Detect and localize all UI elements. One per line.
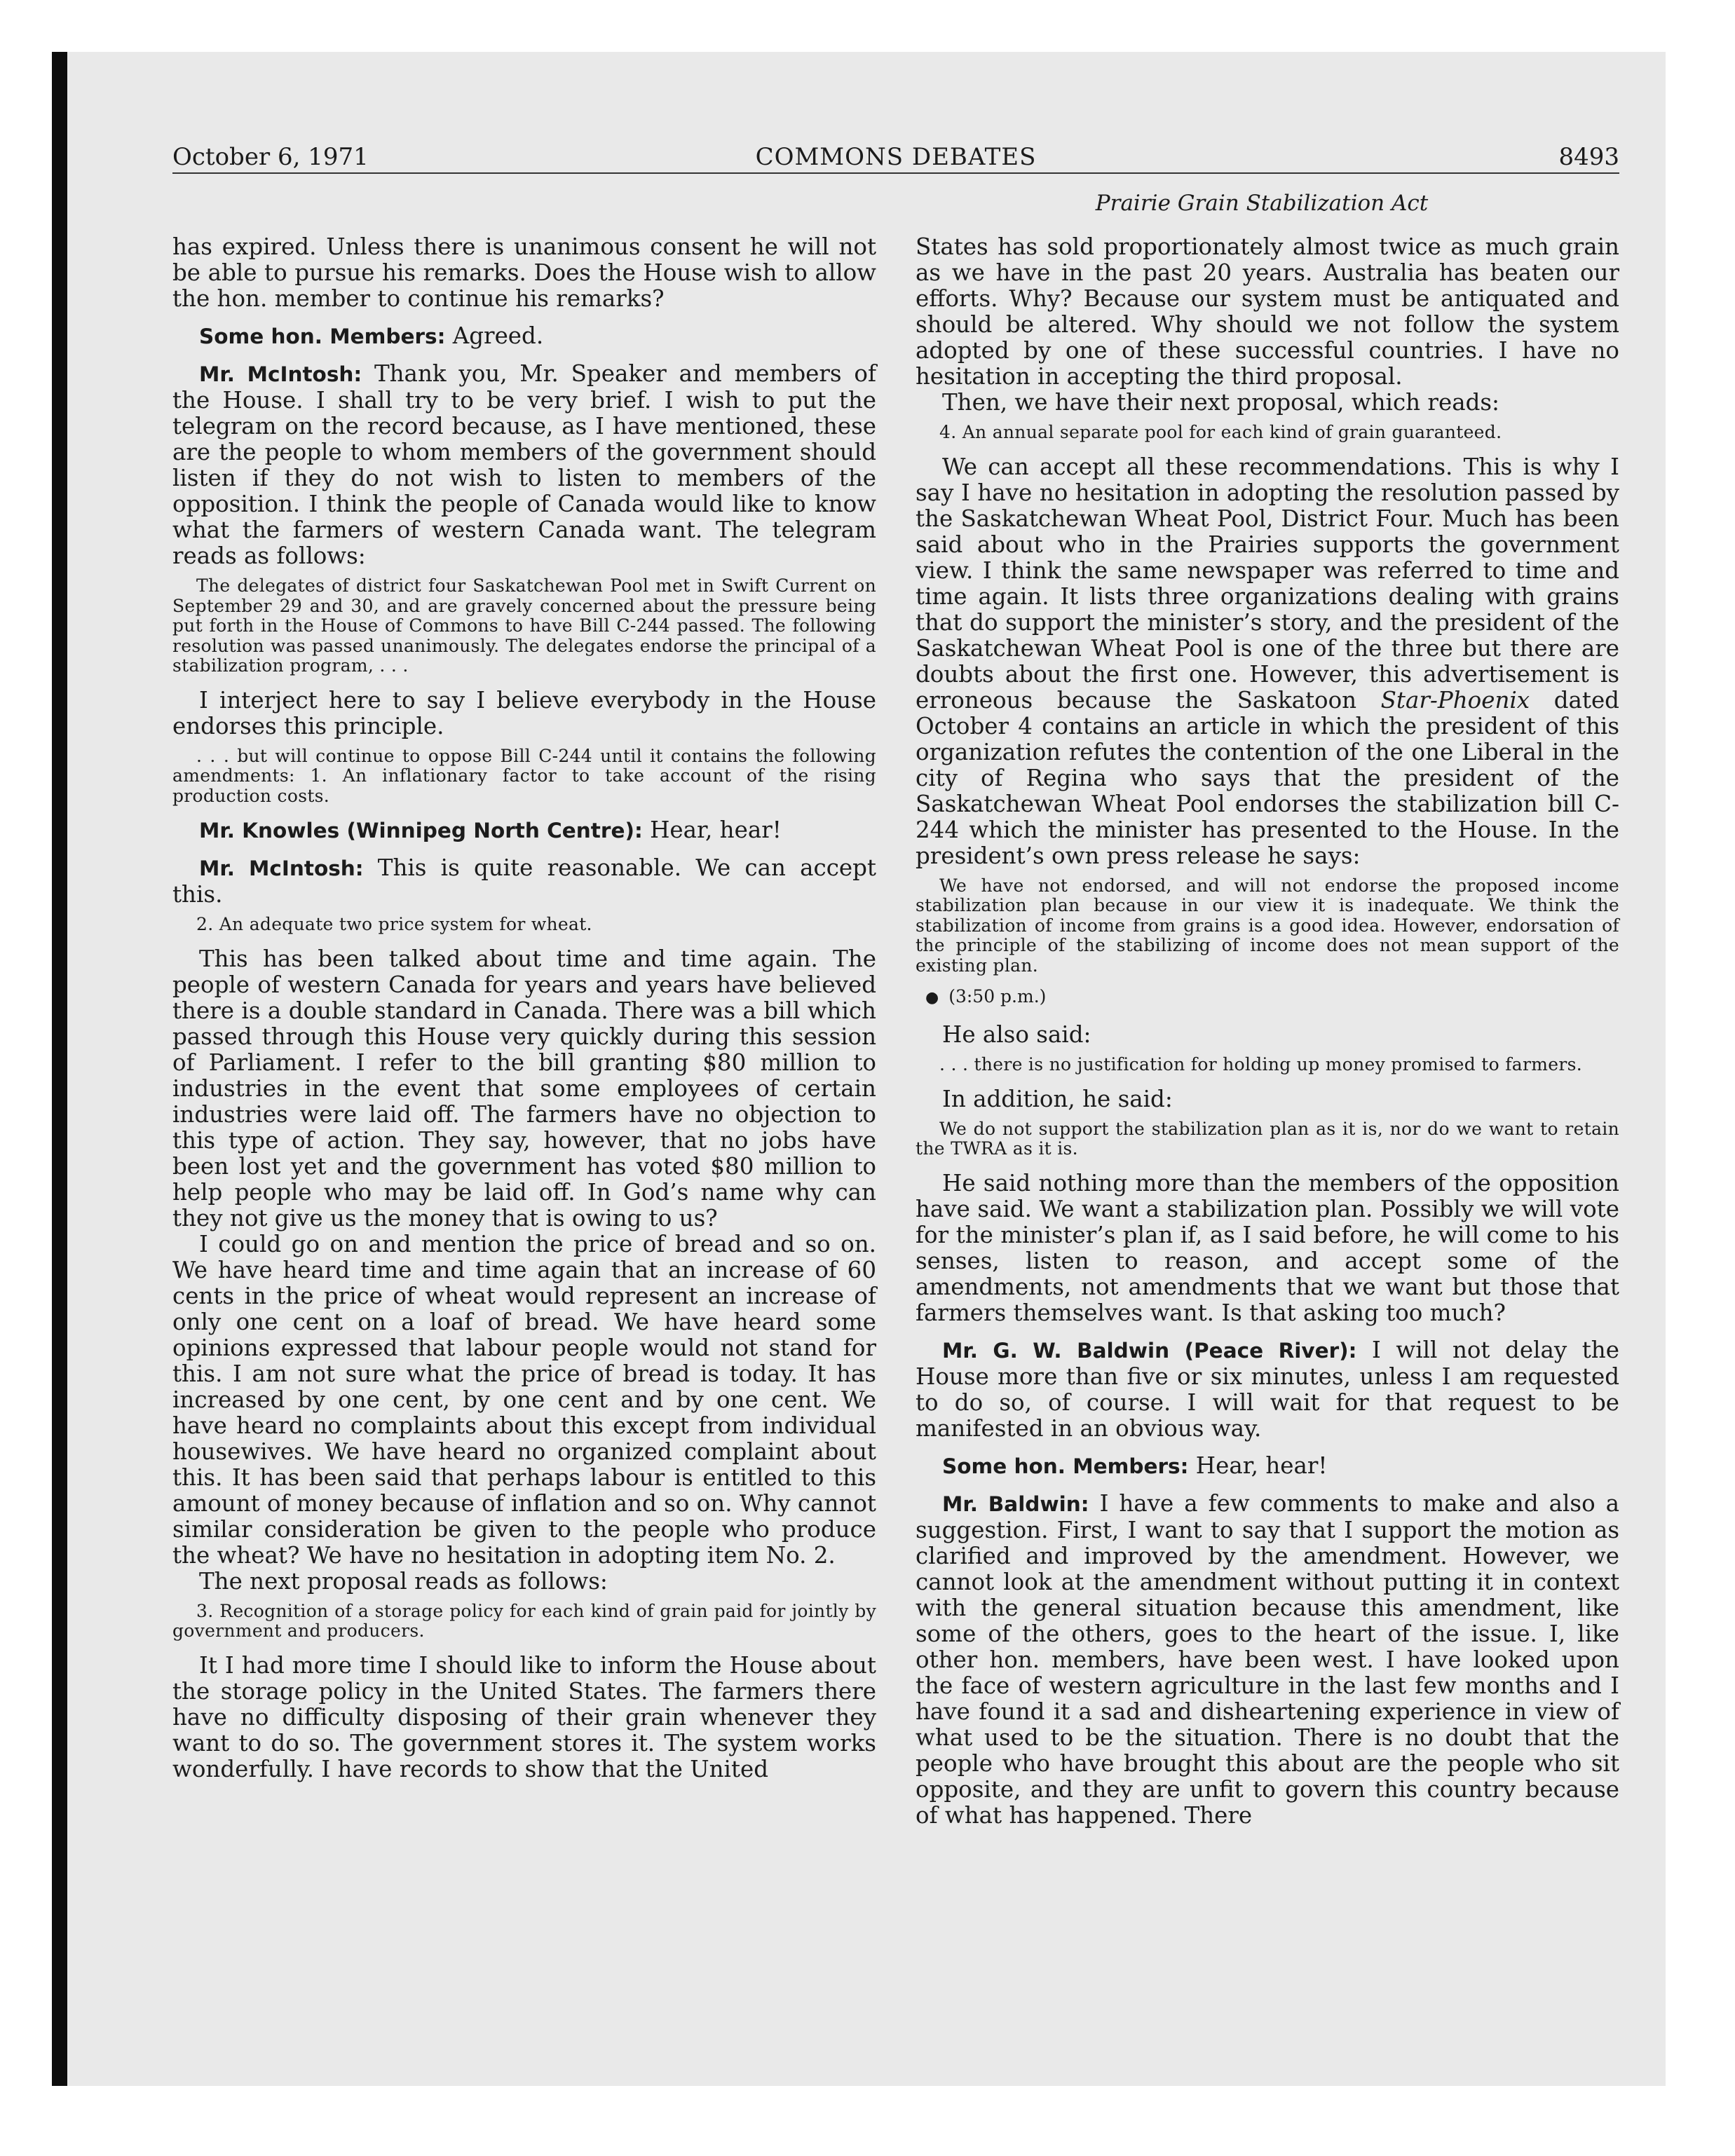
speaker-name: Mr. McIntosh: — [199, 362, 362, 386]
right-column — [916, 234, 1619, 1829]
page-header — [172, 143, 1619, 174]
paragraph-text: We can accept all these recommendations. This is why I say I have no hesitation in adopting the resolution passed by the Saskatchewan Wheat Pool, District Four. Much has been said about who in the Prairies supports the government view. I think the same newspaper was referred to time and time again. It lists three organizations dealing with grains that do support the minister’s story, and the president of the Saskatchewan Wheat Pool is one of the three but there are doubts about the first one. However, this advertisement is erroneous because the Saskatoon — [916, 453, 1619, 714]
speaker-name: Some hon. Members: — [942, 1454, 1189, 1478]
speaker-name: Mr. Knowles (Winnipeg North Centre): — [199, 819, 643, 842]
paragraph: It I had more time I should like to inform the House about the storage policy in the United States. The farmers there have no difficulty disposing of their grain whenever they want to do so. The government stores it. The system works wonderfully. I have records to show that the United — [172, 1651, 876, 1782]
paragraph: The next proposal reads as follows: — [199, 1567, 608, 1595]
header-page-number: 8493 — [1558, 143, 1619, 171]
speaker-name: Mr. McIntosh: — [199, 857, 364, 880]
speech-paragraph — [172, 323, 876, 350]
speech-paragraph — [172, 361, 876, 569]
speaker-name: Mr. Baldwin: — [942, 1492, 1089, 1516]
paragraph: Then, we have their next proposal, which reads: — [942, 389, 1499, 416]
paragraph: He said nothing more than the members of the opposition have said. We want a stabilization plan. Possibly we will vote for the minister’s plan if, as I said before, he will come to his senses, listen to reason, and accept some of the amendments, not amendments that we want but those that farmers themselves want. Is that asking too much? — [916, 1169, 1619, 1326]
speech-paragraph — [916, 1491, 1619, 1829]
paragraph: He also said: — [942, 1021, 1091, 1048]
paragraph: I could go on and mention the price of bread and so on. We have heard time and time again that an increase of 60 cents in the price of wheat would represent an increase of only one cent on a loaf of bread. We have heard some opinions expressed that labour people would not stand for this. I am not sure what the price of bread is today. It has increased by one cent, by one cent and by one cent. We have heard no complaints about this except from individual housewives. We have heard no organized complaint about this. It has been said that perhaps labour is entitled to this amount of money because of inflation and so on. Why cannot similar consideration be given to the people who produce the wheat? We have no hesitation in adopting item No. 2. — [172, 1230, 876, 1569]
block-quote: We do not support the stabilization plan as it is, nor do we want to retain the TWRA as it is. — [916, 1118, 1619, 1159]
paragraph: This has been talked about time and time again. The people of western Canada for years and years have believed there is a double standard in Canada. There was a bill which passed through this House very quickly during this session of Parliament. I refer to the bill granting $80 million to industries in the event that some employees of certain industries were laid off. The farmers have no objection to this type of action. They say, however, that no jobs have been lost yet and the government has voted $80 million to help people who may be laid off. In God’s name why can they not give us the money that is owing to us? — [172, 945, 876, 1231]
speaker-name: Some hon. Members: — [199, 325, 446, 348]
paragraph — [916, 454, 1619, 869]
paragraph: has expired. Unless there is unanimous consent he will not be able to pursue his remarks. Does the House wish to allow the hon. member to continue his remarks? — [172, 233, 876, 312]
speech-text: Thank you, Mr. Speaker and members of the House. I shall try to be very brief. I wish to put the telegram on the record because, as I have mentioned, these are the people to whom members of the government should listen if they do not wish to listen to members of the opposition. I think the people of Canada would like to know what the farmers of western Canada want. The telegram reads as follows: — [172, 360, 876, 569]
section-subject: Prairie Grain Stabilization Act — [1095, 191, 1429, 216]
block-quote: . . . but will continue to oppose Bill C-244 until it contains the following amendments: 1. An inflationary factor to take account of the rising production costs. — [172, 745, 876, 806]
paragraph: In addition, he said: — [942, 1085, 1173, 1112]
left-column — [172, 234, 876, 1782]
block-quote: 2. An adequate two price system for wheat. — [196, 914, 592, 934]
header-publication-title: COMMONS DEBATES — [755, 143, 1037, 171]
speech-text: Hear, hear! — [650, 817, 782, 843]
speech-paragraph — [172, 817, 876, 844]
block-quote: The delegates of district four Saskatchewan Pool met in Swift Current on September 29 and 30, and are gravely concerned about the pressure being put forth in the House of Commons to have Bill C-244 passed. The following resolution was passed unanimously. The delegates endorse the principal of a stabilization program, . . . — [172, 575, 876, 676]
speech-text: I will not delay the House more than five or six minutes, unless I am requested to do so, of course. I will wait for that request to be manifested in an obvious way. — [916, 1336, 1619, 1442]
speech-text: Agreed. — [452, 322, 544, 349]
speech-paragraph — [916, 1453, 1619, 1480]
speech-text: Hear, hear! — [1195, 1452, 1328, 1479]
paragraph: I interject here to say I believe everybody in the House endorses this principle. — [172, 686, 876, 739]
block-quote: 3. Recognition of a storage policy for each kind of grain paid for jointly by government and producers. — [172, 1600, 876, 1641]
bullet-icon: ● — [925, 989, 939, 1007]
newspaper-name: Star-Phoenix — [1380, 686, 1530, 714]
speech-paragraph — [172, 855, 876, 908]
block-quote: 4. An annual separate pool for each kind of grain guaranteed. — [939, 422, 1502, 442]
time-marker-text: (3:50 p.m.) — [948, 986, 1047, 1007]
speech-text: This is quite reasonable. We can accept this. — [172, 854, 876, 908]
block-quote: . . . there is no justification for holding up money promised to farmers. — [939, 1054, 1582, 1074]
time-marker — [916, 987, 1619, 1008]
block-quote: We have not endorsed, and will not endorse the proposed income stabilization plan because in our view it is inadequate. We think the stabilization of income from grains is a good idea. However, endorsation of the principle of the stabilizing of income does not mean support of the existing plan. — [916, 875, 1619, 976]
speech-text: I have a few comments to make and also a suggestion. First, I want to say that I support the motion as clarified and improved by the amendment. However, we cannot look at the amendment without putting it in context with the general situation because this amendment, like some of the others, goes to the heart of the issue. I, like other hon. members, have been west. I have looked upon the face of western agriculture in the last few months and I have found it a sad and disheartening experience in view of what used to be the situation. There is no doubt that the people who have brought this about are the people who sit opposite, and they are unfit to govern this country because of what has happened. There — [916, 1489, 1619, 1829]
paragraph-text: dated October 4 contains an article in which the president of this organization refutes the contention of the one Liberal in the city of Regina who says that the president of the Saskatchewan Wheat Pool endorses the stabilization bill C-244 which the minister has presented to the House. In the president’s own press release he says: — [916, 686, 1619, 869]
speaker-name: Mr. G. W. Baldwin (Peace River): — [942, 1338, 1357, 1363]
paragraph: States has sold proportionately almost twice as much grain as we have in the past 20 years. Australia has beaten our efforts. Why? Because our system must be antiquated and should be altered. Why should we not follow the system adopted by one of these successful countries. I have no hesitation in accepting the third proposal. — [916, 233, 1619, 390]
header-date: October 6, 1971 — [172, 143, 369, 171]
speech-paragraph — [916, 1337, 1619, 1442]
